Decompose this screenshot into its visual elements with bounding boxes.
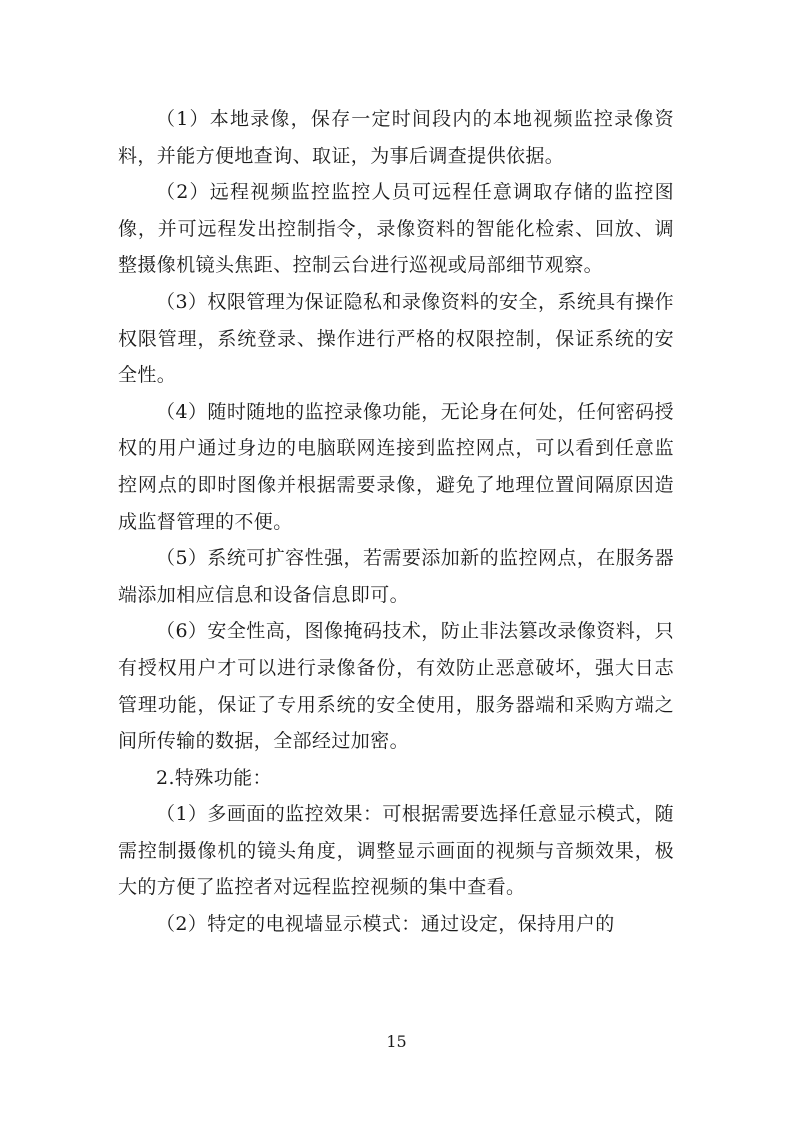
paragraph-permission-management: （3）权限管理为保证隐私和录像资料的安全，系统具有操作权限管理，系统登录、操作进行严格的权限控制，保证系统的安全性。 <box>118 290 674 387</box>
paragraph-multi-screen: （1）多画面的监控效果：可根据需要选择任意显示模式，随需控制摄像机的镜头角度，调整显示画面的视频与音频效果，极大的方便了监控者对远程监控视频的集中查看。 <box>118 803 674 899</box>
page-number: 15 <box>386 1032 407 1051</box>
paragraph-scalability: （5）系统可扩容性强，若需要添加新的监控网点，在服务器端添加相应信息和设备信息即可。 <box>118 547 674 606</box>
paragraph-remote-monitoring: （2）远程视频监控监控人员可远程任意调取存储的监控图像，并可远程发出控制指令，录像资料的智能化检索、回放、调整摄像机镜头焦距、控制云台进行巡视或局部细节观察。 <box>118 181 674 277</box>
paragraph-anytime-monitoring: （4）随时随地的监控录像功能，无论身在何处，任何密码授权的用户通过身边的电脑联网连接到监控网点，可以看到任意监控网点的即时图像并根据需要录像，避免了地理位置间隔原因造成监督管理的不便。 <box>118 400 674 533</box>
paragraph-local-recording: （1）本地录像，保存一定时间段内的本地视频监控录像资料，并能方便地查询、取证，为事后调查提供依据。 <box>118 108 674 167</box>
paragraph-tv-wall: （2）特定的电视墙显示模式：通过设定，保持用户的 <box>156 913 615 936</box>
section-heading-special-functions: 2.特殊功能： <box>156 766 272 789</box>
body-text <box>118 101 674 943</box>
paragraph-security: （6）安全性高，图像掩码技术，防止非法篡改录像资料，只有授权用户才可以进行录像备份，有效防止恶意破坏，强大日志管理功能，保证了专用系统的安全使用，服务器端和采购方端之间所传输的数据，全部经过加密。 <box>118 620 674 753</box>
